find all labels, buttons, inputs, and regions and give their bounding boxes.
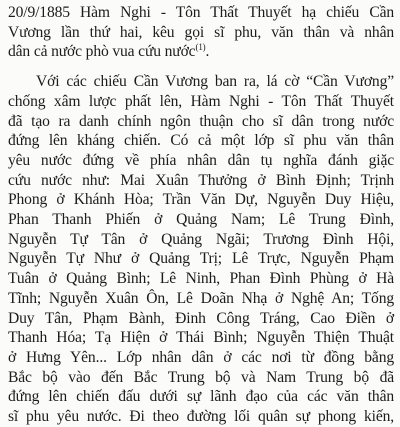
text-line: 20/9/1885 Hàm Nghi - Tôn Thất Thuyết hạ chiếu Cần <box>8 4 394 21</box>
text-line: sĩ phu yêu nước. Đi theo đường lối quân sự phong kiến, <box>8 408 394 426</box>
paragraph-1 <box>8 3 394 62</box>
text-line: Duy Tân, Phạm Bành, Đinh Công Tráng, Cao Điền ở <box>8 309 394 327</box>
text-line: Phan Thanh Phiến ở Quảng Nam; Lê Trung Đình, <box>8 211 394 229</box>
text-line: Tuân ở Quảng Bình; Lê Ninh, Phan Đình Phùng ở Hà <box>8 270 394 288</box>
text-line: yêu nước đứng về phía nhân dân tụ nghĩa đánh giặc <box>8 151 394 169</box>
text-line: Vương lần thứ hai, kêu gọi sĩ phu, văn thân và nhân <box>8 23 394 41</box>
text-line-indented: Với các chiếu Cần Vương ban ra, lá cờ “Cần Vương” <box>36 73 394 91</box>
text-line-last <box>8 42 394 62</box>
text-line: đã tạo ra danh chính ngôn thuận cho sĩ dân trong nước <box>8 112 394 130</box>
sentence-end: . <box>205 43 210 61</box>
text-segment: dân cả nước phò vua cứu nước <box>8 43 196 61</box>
paragraph-gap <box>8 62 394 72</box>
text-line: ở Hưng Yên... Lớp nhân dân ở các nơi từ đồng bằng <box>8 348 394 366</box>
text-line: đứng lên kháng chiến. Có cả một lớp sĩ phu văn thân <box>8 132 394 150</box>
text-line: Bắc bộ vào đến Bắc Trung bộ và Nam Trung bộ đã <box>8 368 394 386</box>
text-line: đứng lên chiến đấu dưới sự lãnh đạo của các văn thân <box>8 388 394 406</box>
text-line: Nguyễn Tự Như ở Quảng Trị; Lê Trực, Nguyễn Phạm <box>8 250 394 268</box>
text-line: chống xâm lược phất lên, Hàm Nghi - Tôn Thất Thuyết <box>8 92 394 110</box>
text-line: Nguyễn Tự Tân ở Quảng Ngãi; Trương Đình Hội, <box>8 230 394 248</box>
text-line: Thanh Hóa; Tạ Hiện ở Thái Bình; Nguyễn Thiện Thuật <box>8 329 394 347</box>
footnote-mark[interactable]: (1) <box>195 42 206 53</box>
text-line: Tĩnh; Nguyễn Xuân Ôn, Lê Doãn Nhạ ở Nghệ An; Tống <box>8 289 394 307</box>
paragraph-2 <box>8 72 394 427</box>
text-line: Phong ở Khánh Hòa; Trần Văn Dự, Nguyễn Duy Hiệu, <box>8 191 394 209</box>
text-line: cứu nước như: Mai Xuân Thưởng ở Bình Định; Trịnh <box>8 171 394 189</box>
